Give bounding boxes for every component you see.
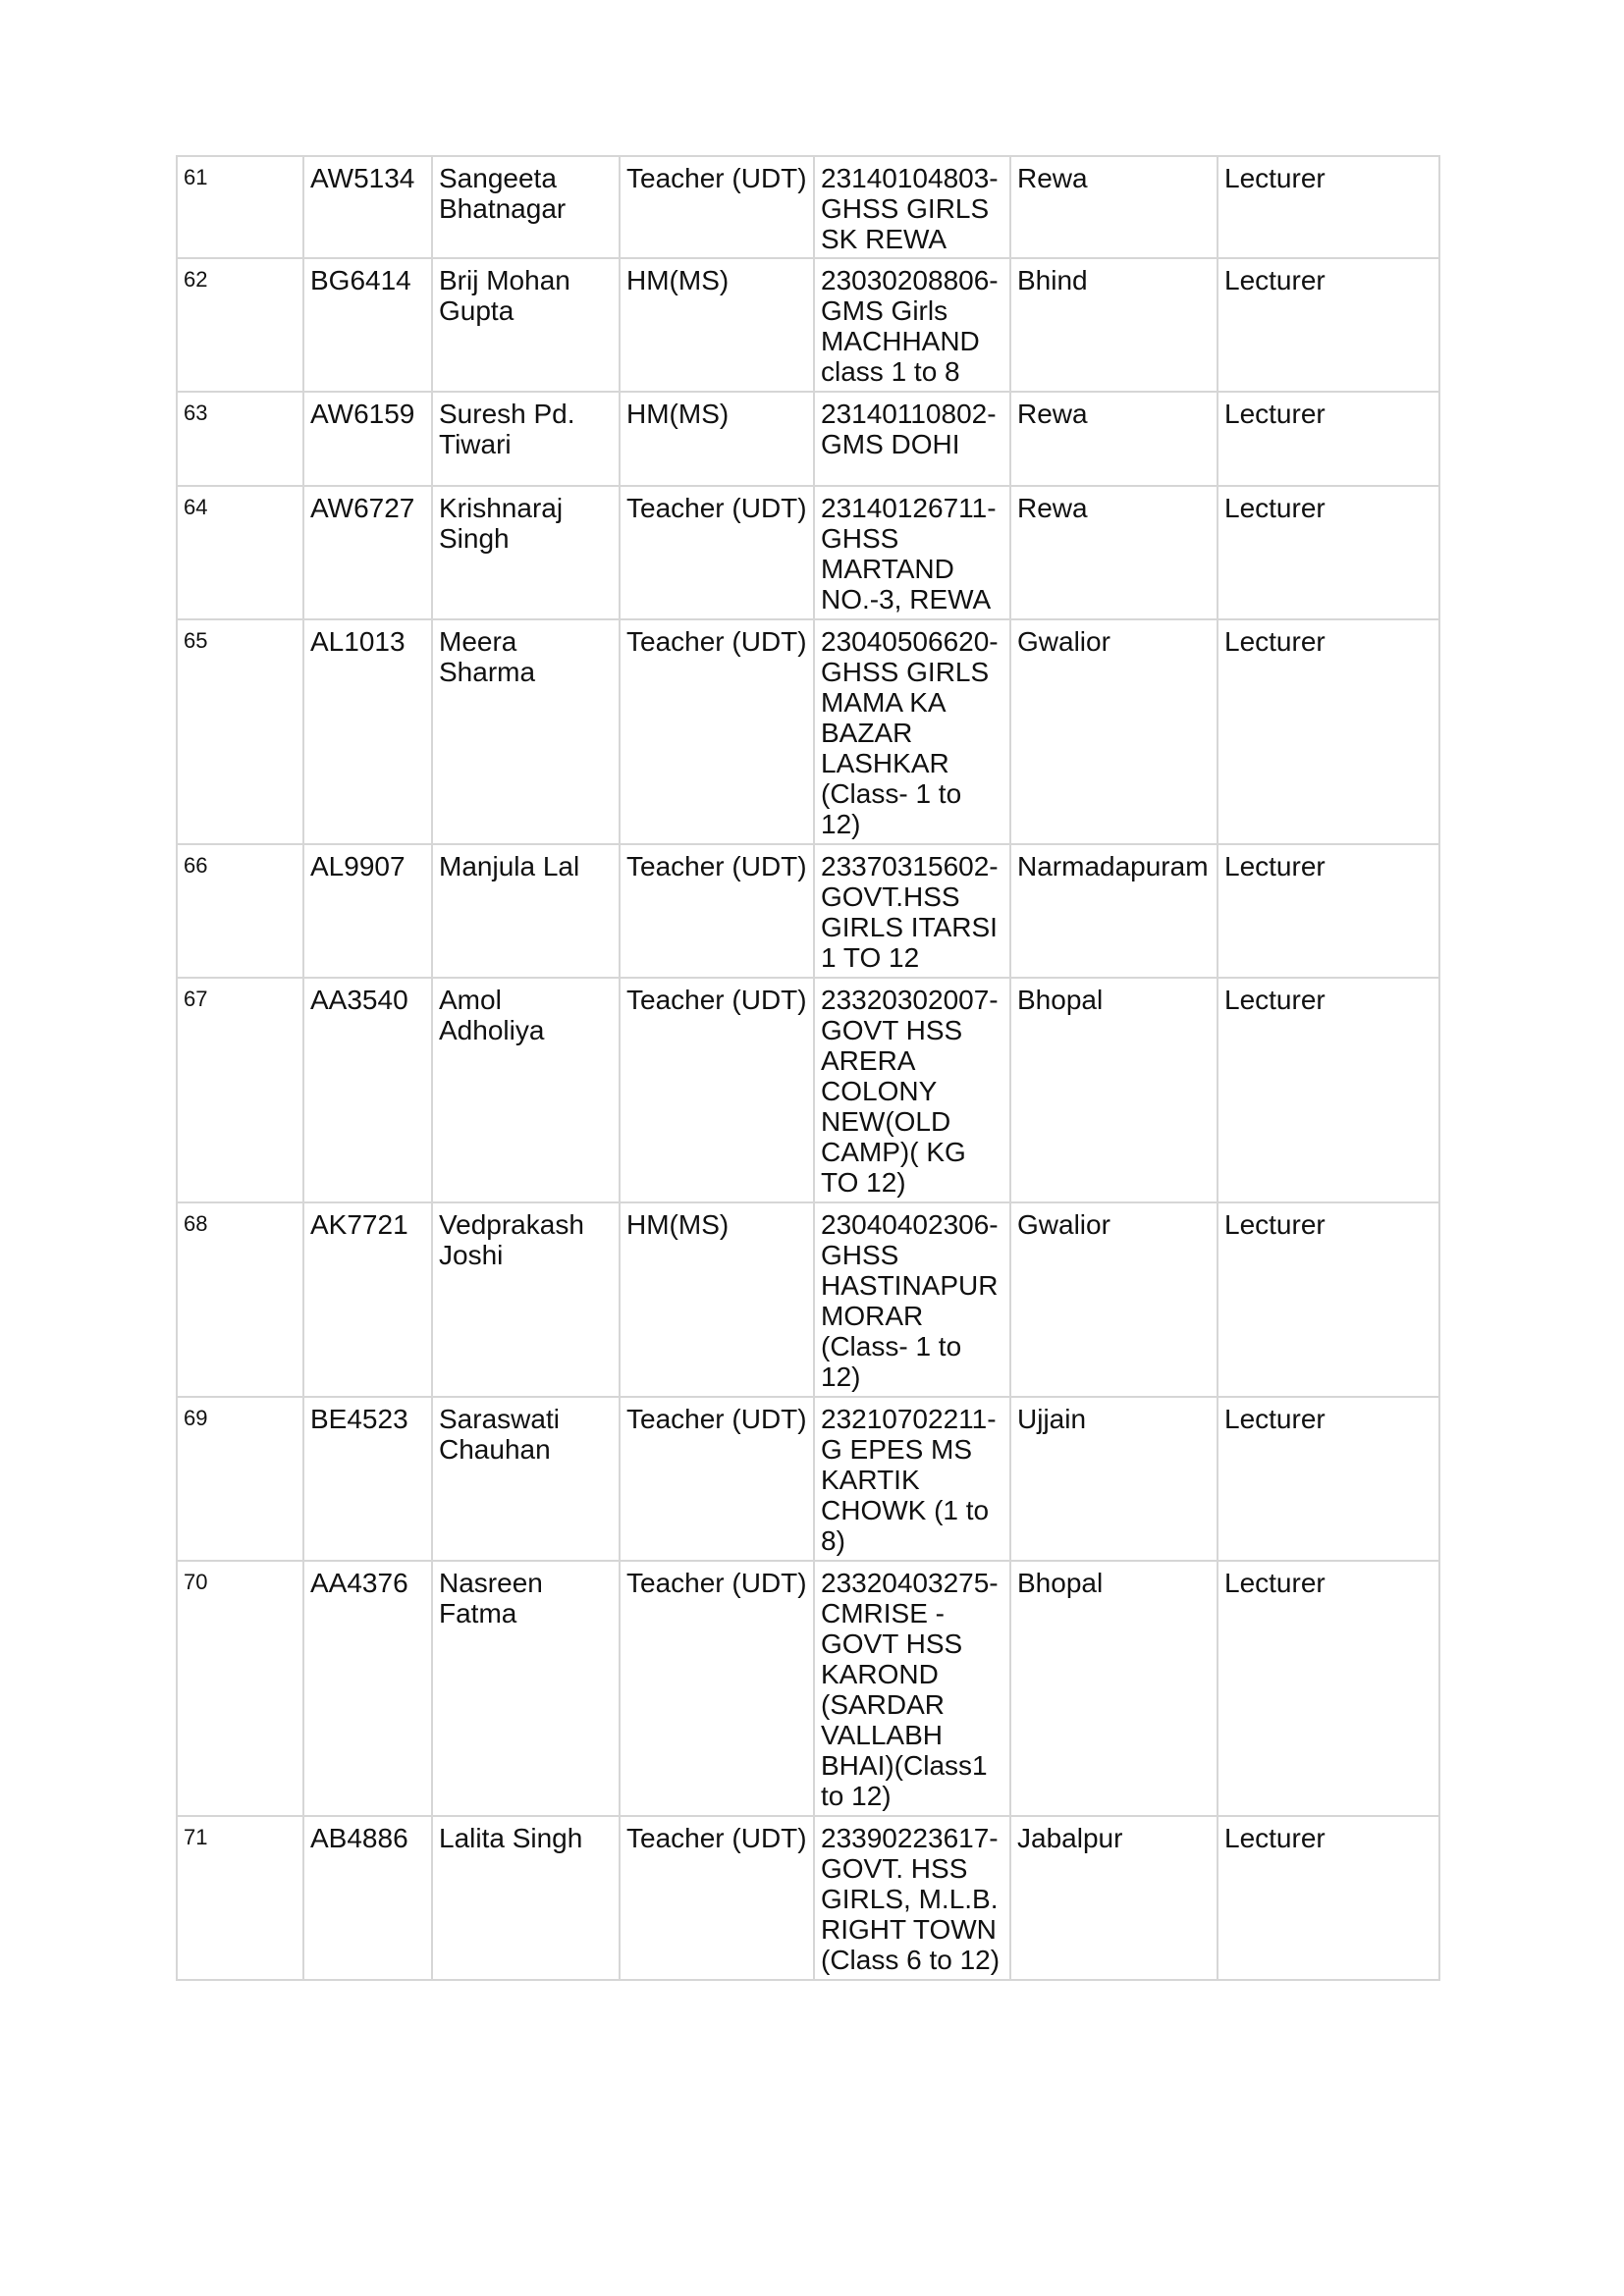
current-post-cell: Teacher (UDT) xyxy=(620,1397,814,1561)
serial-number-cell: 69 xyxy=(177,1397,303,1561)
serial-number-cell: 66 xyxy=(177,844,303,978)
current-post-cell: Teacher (UDT) xyxy=(620,844,814,978)
district-cell: Bhind xyxy=(1010,258,1218,392)
employee-name-cell: Suresh Pd. Tiwari xyxy=(432,392,620,486)
district-cell: Bhopal xyxy=(1010,978,1218,1202)
serial-number-cell: 67 xyxy=(177,978,303,1202)
promoted-post-cell: Lecturer xyxy=(1218,486,1439,619)
employee-code-cell: AW6727 xyxy=(303,486,432,619)
table-row xyxy=(177,619,1439,844)
serial-number-cell: 64 xyxy=(177,486,303,619)
table-row xyxy=(177,486,1439,619)
table-row xyxy=(177,978,1439,1202)
employee-code-cell: AL9907 xyxy=(303,844,432,978)
employee-code-cell: BE4523 xyxy=(303,1397,432,1561)
table-row xyxy=(177,1202,1439,1397)
serial-number-cell: 65 xyxy=(177,619,303,844)
current-post-cell: Teacher (UDT) xyxy=(620,486,814,619)
serial-number-cell: 61 xyxy=(177,156,303,258)
promoted-post-cell: Lecturer xyxy=(1218,156,1439,258)
employee-code-cell: AW5134 xyxy=(303,156,432,258)
promoted-post-cell: Lecturer xyxy=(1218,978,1439,1202)
table-row xyxy=(177,1561,1439,1816)
employee-code-cell: AK7721 xyxy=(303,1202,432,1397)
table-body xyxy=(177,156,1439,1980)
school-cell: 23140126711- GHSS MARTAND NO.-3, REWA xyxy=(814,486,1010,619)
table-row xyxy=(177,156,1439,258)
district-cell: Gwalior xyxy=(1010,619,1218,844)
employee-name-cell: Nasreen Fatma xyxy=(432,1561,620,1816)
current-post-cell: HM(MS) xyxy=(620,1202,814,1397)
promoted-post-cell: Lecturer xyxy=(1218,1561,1439,1816)
serial-number-cell: 63 xyxy=(177,392,303,486)
school-cell: 23040506620- GHSS GIRLS MAMA KA BAZAR LASHKAR (Class- 1 to 12) xyxy=(814,619,1010,844)
promoted-post-cell: Lecturer xyxy=(1218,619,1439,844)
current-post-cell: HM(MS) xyxy=(620,258,814,392)
table-row xyxy=(177,844,1439,978)
employee-name-cell: Vedprakash Joshi xyxy=(432,1202,620,1397)
promoted-post-cell: Lecturer xyxy=(1218,1397,1439,1561)
serial-number-cell: 62 xyxy=(177,258,303,392)
promoted-post-cell: Lecturer xyxy=(1218,844,1439,978)
promoted-post-cell: Lecturer xyxy=(1218,1816,1439,1980)
employee-name-cell: Meera Sharma xyxy=(432,619,620,844)
promoted-post-cell: Lecturer xyxy=(1218,258,1439,392)
current-post-cell: Teacher (UDT) xyxy=(620,619,814,844)
employee-code-cell: AL1013 xyxy=(303,619,432,844)
employee-code-cell: AW6159 xyxy=(303,392,432,486)
employee-name-cell: Amol Adholiya xyxy=(432,978,620,1202)
current-post-cell: HM(MS) xyxy=(620,392,814,486)
employee-name-cell: Manjula Lal xyxy=(432,844,620,978)
serial-number-cell: 70 xyxy=(177,1561,303,1816)
current-post-cell: Teacher (UDT) xyxy=(620,978,814,1202)
district-cell: Jabalpur xyxy=(1010,1816,1218,1980)
employee-name-cell: Saraswati Chauhan xyxy=(432,1397,620,1561)
employee-code-cell: AA3540 xyxy=(303,978,432,1202)
district-cell: Rewa xyxy=(1010,486,1218,619)
district-cell: Rewa xyxy=(1010,392,1218,486)
promoted-post-cell: Lecturer xyxy=(1218,392,1439,486)
current-post-cell: Teacher (UDT) xyxy=(620,1816,814,1980)
district-cell: Bhopal xyxy=(1010,1561,1218,1816)
district-cell: Ujjain xyxy=(1010,1397,1218,1561)
school-cell: 23210702211- G EPES MS KARTIK CHOWK (1 to 8) xyxy=(814,1397,1010,1561)
employee-name-cell: Brij Mohan Gupta xyxy=(432,258,620,392)
employee-code-cell: BG6414 xyxy=(303,258,432,392)
transfer-list-table xyxy=(176,155,1440,1981)
employee-name-cell: Krishnaraj Singh xyxy=(432,486,620,619)
table-row xyxy=(177,1816,1439,1980)
district-cell: Rewa xyxy=(1010,156,1218,258)
table-row xyxy=(177,392,1439,486)
table-row xyxy=(177,1397,1439,1561)
current-post-cell: Teacher (UDT) xyxy=(620,156,814,258)
promoted-post-cell: Lecturer xyxy=(1218,1202,1439,1397)
school-cell: 23390223617- GOVT. HSS GIRLS, M.L.B. RIGHT TOWN (Class 6 to 12) xyxy=(814,1816,1010,1980)
district-cell: Gwalior xyxy=(1010,1202,1218,1397)
school-cell: 23040402306- GHSS HASTINAPUR MORAR (Class- 1 to 12) xyxy=(814,1202,1010,1397)
employee-name-cell: Sangeeta Bhatnagar xyxy=(432,156,620,258)
current-post-cell: Teacher (UDT) xyxy=(620,1561,814,1816)
table-row xyxy=(177,258,1439,392)
school-cell: 23140104803- GHSS GIRLS SK REWA xyxy=(814,156,1010,258)
employee-code-cell: AA4376 xyxy=(303,1561,432,1816)
serial-number-cell: 71 xyxy=(177,1816,303,1980)
school-cell: 23030208806- GMS Girls MACHHAND class 1 to 8 xyxy=(814,258,1010,392)
school-cell: 23320403275- CMRISE - GOVT HSS KAROND (SARDAR VALLABH BHAI)(Class1 to 12) xyxy=(814,1561,1010,1816)
district-cell: Narmadapuram xyxy=(1010,844,1218,978)
school-cell: 23370315602- GOVT.HSS GIRLS ITARSI 1 TO 12 xyxy=(814,844,1010,978)
employee-name-cell: Lalita Singh xyxy=(432,1816,620,1980)
employee-code-cell: AB4886 xyxy=(303,1816,432,1980)
school-cell: 23140110802- GMS DOHI xyxy=(814,392,1010,486)
school-cell: 23320302007- GOVT HSS ARERA COLONY NEW(OLD CAMP)( KG TO 12) xyxy=(814,978,1010,1202)
serial-number-cell: 68 xyxy=(177,1202,303,1397)
